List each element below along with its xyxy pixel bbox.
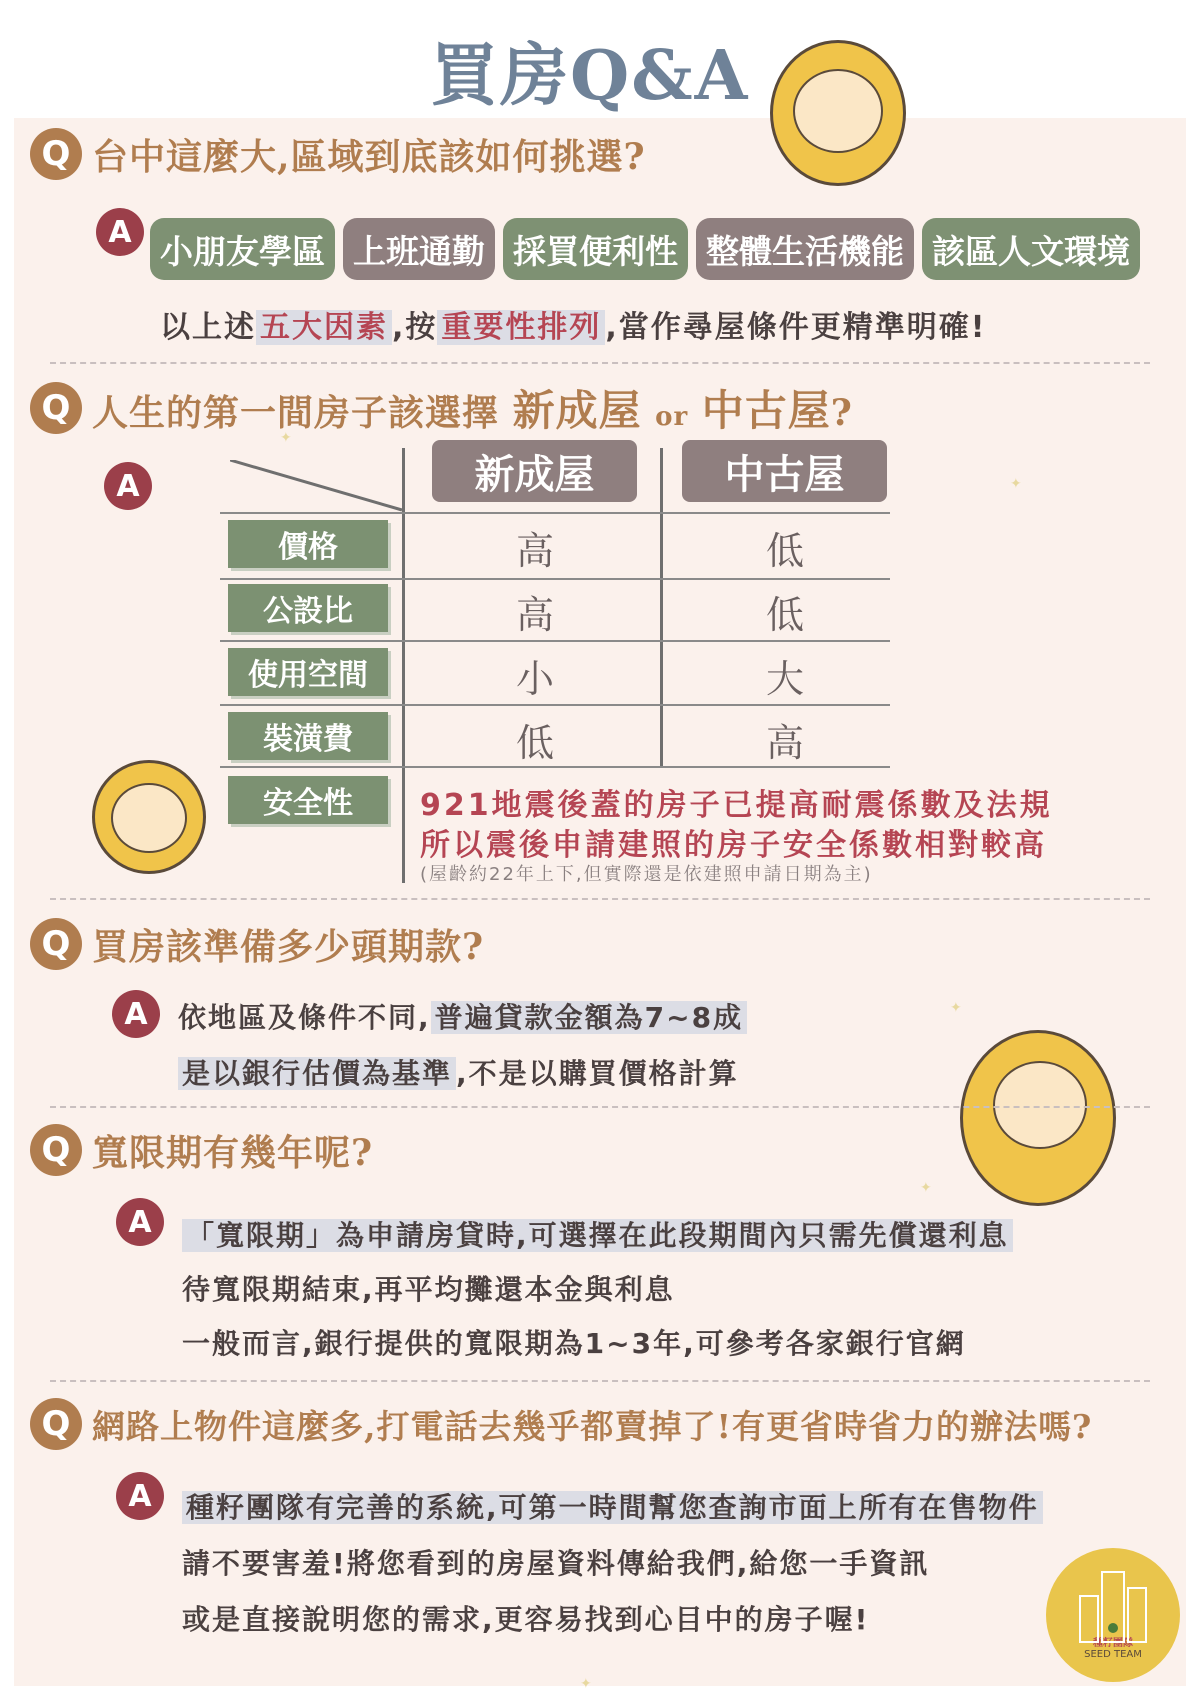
page-title: 買房Q&A: [430, 36, 750, 116]
question-2-or: or: [655, 402, 689, 432]
question-2-new: 新成屋: [512, 386, 642, 435]
logo-name: 種籽團隊: [1092, 1638, 1133, 1649]
cell-renovation-new: 低: [515, 721, 554, 765]
answer-3-line-2: [178, 1052, 739, 1092]
cell-price-new: 高: [515, 529, 554, 573]
table-hline: [220, 704, 890, 706]
mascot-face: [793, 69, 883, 153]
answer-1-pre: 以上述: [160, 310, 256, 345]
building-icon: [1076, 1566, 1150, 1644]
mascot-face: [993, 1061, 1087, 1149]
question-1: [30, 128, 646, 180]
question-3: [30, 918, 484, 970]
answer-5-line-1: [182, 1486, 1043, 1526]
answer-3-line-1: [178, 996, 747, 1036]
mascot-face: [111, 783, 187, 853]
answer-1-mid: ,按: [392, 310, 438, 345]
divider: [50, 362, 1150, 364]
cell-renovation-old: 高: [765, 721, 804, 765]
question-2-old: 中古屋: [701, 386, 831, 435]
row-label-public-ratio: 公設比: [228, 584, 388, 632]
question-2-end: ?: [830, 392, 853, 434]
cell-space-old: 大: [765, 657, 804, 701]
sparkle-icon: ✦: [580, 1676, 592, 1692]
mascot-left-image: [92, 760, 206, 874]
logo-sub: SEED TEAM: [1084, 1649, 1142, 1660]
a-badge: A: [116, 1198, 164, 1246]
table-hline: [220, 512, 890, 514]
cell-public-ratio-old: 低: [765, 593, 804, 637]
q-badge: Q: [30, 918, 82, 970]
answer-3-line-1-pre: 依地區及條件不同,: [178, 1001, 431, 1034]
sparkle-icon: ✦: [950, 1000, 962, 1016]
q-badge: Q: [30, 128, 82, 180]
cell-price-old: 低: [765, 529, 804, 573]
answer-4-line-2: 待寬限期結束,再平均攤還本金與利息: [182, 1273, 675, 1306]
answer-3-line-2-hl: 是以銀行估價為基準: [178, 1057, 456, 1090]
q-badge: Q: [30, 1124, 82, 1176]
question-4: [30, 1124, 373, 1176]
factor-chips: [150, 218, 1140, 280]
sparkle-icon: ✦: [920, 1180, 932, 1196]
mascot-top-image: [770, 40, 906, 186]
a-badge: A: [96, 208, 144, 256]
divider: [50, 898, 1150, 900]
question-5: [30, 1398, 1092, 1450]
answer-5-line-1-hl: 種籽團隊有完善的系統,可第一時間幫您查詢市面上所有在售物件: [182, 1491, 1043, 1524]
question-2: [30, 378, 853, 438]
row-label-renovation: 裝潢費: [228, 712, 388, 760]
answer-3-line-2-post: ,不是以購買價格計算: [456, 1057, 739, 1090]
answer-4-line-1: [182, 1214, 1013, 1254]
row-label-safety: 安全性: [228, 776, 388, 824]
answer-4-line-3: 一般而言,銀行提供的寬限期為1~3年,可參考各家銀行官網: [182, 1327, 966, 1360]
table-vline: [660, 448, 663, 768]
question-5-text: 網路上物件這麼多,打電話去幾乎都賣掉了!有更省時省力的辦法嗎?: [92, 1406, 1093, 1446]
answer-1: [160, 302, 986, 346]
safety-line-1: 921地震後蓋的房子已提高耐震係數及法規: [420, 788, 1053, 823]
question-2-pre: 人生的第一間房子該選擇: [92, 392, 500, 434]
question-2-text: [92, 378, 853, 438]
q-badge: Q: [30, 1398, 82, 1450]
chip-living-functions: 整體生活機能: [696, 218, 914, 280]
content-card: [14, 118, 1186, 1686]
a-badge: A: [104, 462, 152, 510]
question-3-text: 買房該準備多少頭期款?: [92, 925, 485, 968]
row-label-space: 使用空間: [228, 648, 388, 696]
table-header-old: 中古屋: [682, 440, 887, 502]
safety-line-2: 所以震後申請建照的房子安全係數相對較高: [420, 828, 1047, 863]
sparkle-icon: ✦: [1010, 476, 1022, 492]
question-1-text: 台中這麼大,區域到底該如何挑選?: [92, 135, 646, 178]
answer-4-line-1-hl: 「寬限期」為申請房貸時,可選擇在此段期間內只需先償還利息: [182, 1219, 1013, 1252]
table-hline: [220, 640, 890, 642]
sparkle-icon: ✦: [280, 430, 292, 446]
a-badge: A: [116, 1472, 164, 1520]
answer-3-line-1-hl: 普遍貸款金額為7~8成: [431, 1001, 747, 1034]
question-4-text: 寬限期有幾年呢?: [92, 1131, 374, 1174]
safety-note: (屋齡約22年上下,但實際還是依建照申請日期為主): [420, 864, 873, 885]
table-hline: [220, 578, 890, 580]
chip-commute: 上班通勤: [343, 218, 495, 280]
table-diagonal: [230, 460, 405, 512]
table-header-new: 新成屋: [432, 440, 637, 502]
seed-team-logo: [1046, 1548, 1180, 1682]
answer-1-hl2: 重要性排列: [437, 310, 605, 345]
cell-public-ratio-new: 高: [515, 593, 554, 637]
answer-5-line-3: 或是直接說明您的需求,更容易找到心目中的房子喔!: [182, 1603, 870, 1636]
chip-shopping: 採買便利性: [503, 218, 688, 280]
row-label-price: 價格: [228, 520, 388, 568]
divider: [50, 1106, 1150, 1108]
cell-space-new: 小: [515, 657, 554, 701]
answer-5-line-2: 請不要害羞!將您看到的房屋資料傳給我們,給您一手資訊: [182, 1547, 930, 1580]
chip-culture: 該區人文環境: [922, 218, 1140, 280]
divider: [50, 1380, 1150, 1382]
chip-school-district: 小朋友學區: [150, 218, 335, 280]
q-badge: Q: [30, 382, 82, 434]
answer-1-post: ,當作尋屋條件更精準明確!: [605, 310, 987, 345]
a-badge: A: [112, 990, 160, 1038]
mascot-right-image: [960, 1030, 1116, 1206]
answer-1-hl1: 五大因素: [256, 310, 392, 345]
